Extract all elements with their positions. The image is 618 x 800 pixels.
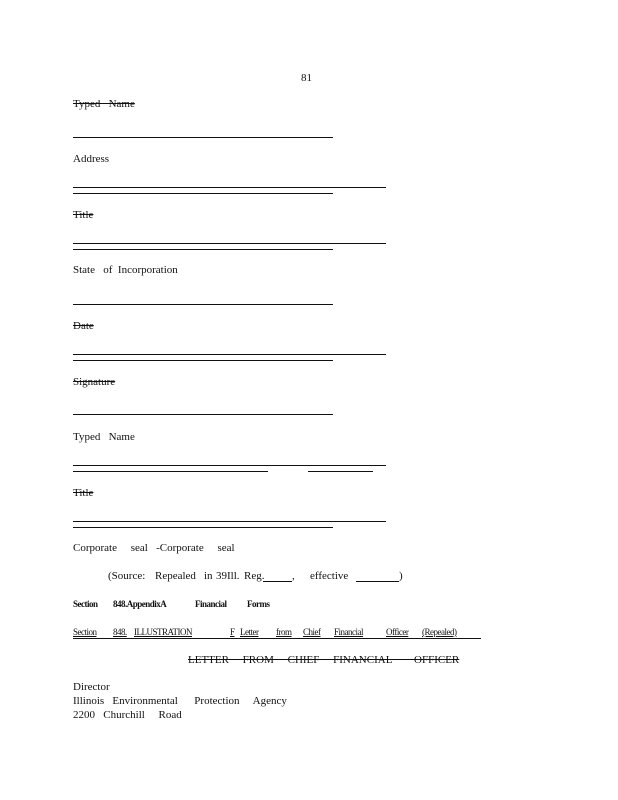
typed-name-line-right — [308, 471, 373, 472]
title-line-long-2 — [73, 521, 386, 522]
typed-name-label-struck: Typed Name — [73, 98, 135, 110]
section-forms-section: Section — [73, 599, 98, 609]
section-illus-officer: Officer — [386, 627, 409, 637]
section-illus-from: from — [276, 627, 292, 637]
section-forms-financial: Financial — [195, 599, 227, 609]
signature-line — [73, 414, 333, 415]
address-block-line3: 2200 Churchill Road — [73, 709, 182, 721]
source-repealed: Repealed — [155, 570, 196, 582]
section-forms-forms: Forms — [247, 599, 270, 609]
address-block-line2: Illinois Environmental Protection Agency — [73, 695, 287, 707]
state-of-incorporation-label: State of Incorporation — [73, 264, 178, 276]
corporate-seal-label: Corporate seal -Corporate seal — [73, 542, 235, 554]
letter-heading-struck: LETTER FROM CHIEF FINANCIAL OFFICER — [188, 654, 460, 666]
section-forms-number: 848.AppendixA — [113, 599, 167, 609]
section-illus-repealed: (Repealed) — [422, 627, 457, 637]
source-close: ) — [399, 570, 403, 582]
state-of-incorporation-line — [73, 304, 333, 305]
typed-name-line-long — [73, 465, 386, 466]
source-effective-blank — [356, 581, 399, 582]
source-in: in — [204, 570, 213, 582]
date-line-short — [73, 360, 333, 361]
section-illus-illustration: ILLUSTRATION — [134, 627, 192, 637]
address-line-long — [73, 187, 386, 188]
address-label: Address — [73, 153, 110, 165]
source-citation: 39Ill. — [216, 570, 240, 582]
date-label-struck: Date — [73, 320, 94, 332]
title-label-struck-2: Title — [73, 487, 94, 499]
section-illus-chief: Chief — [303, 627, 321, 637]
typed-name-line-left — [73, 471, 268, 472]
address-line-short — [73, 193, 333, 194]
page-number: 81 — [301, 72, 312, 84]
title-line-long — [73, 243, 386, 244]
section-illus-number: 848. — [113, 627, 127, 637]
source-effective: effective — [310, 570, 349, 582]
title-label-struck: Title — [73, 209, 94, 221]
section-illus-f: F — [230, 627, 235, 637]
signature-label-struck: Signature — [73, 376, 116, 388]
date-line-long — [73, 354, 386, 355]
source-reg-blank — [263, 581, 292, 582]
section-illus-financial: Financial — [334, 627, 363, 637]
typed-name-label: Typed Name — [73, 431, 135, 443]
section-illus-letter: Letter — [240, 627, 259, 637]
typed-name-line — [73, 137, 333, 138]
source-reg: Reg. — [244, 570, 265, 582]
title-line-short-2 — [73, 527, 333, 528]
section-illus-rule — [73, 638, 481, 639]
section-illus-section: Section — [73, 627, 97, 637]
source-comma: , — [292, 570, 295, 582]
address-block-line1: Director — [73, 681, 110, 693]
source-open: (Source: — [108, 570, 146, 582]
title-line-short — [73, 249, 333, 250]
